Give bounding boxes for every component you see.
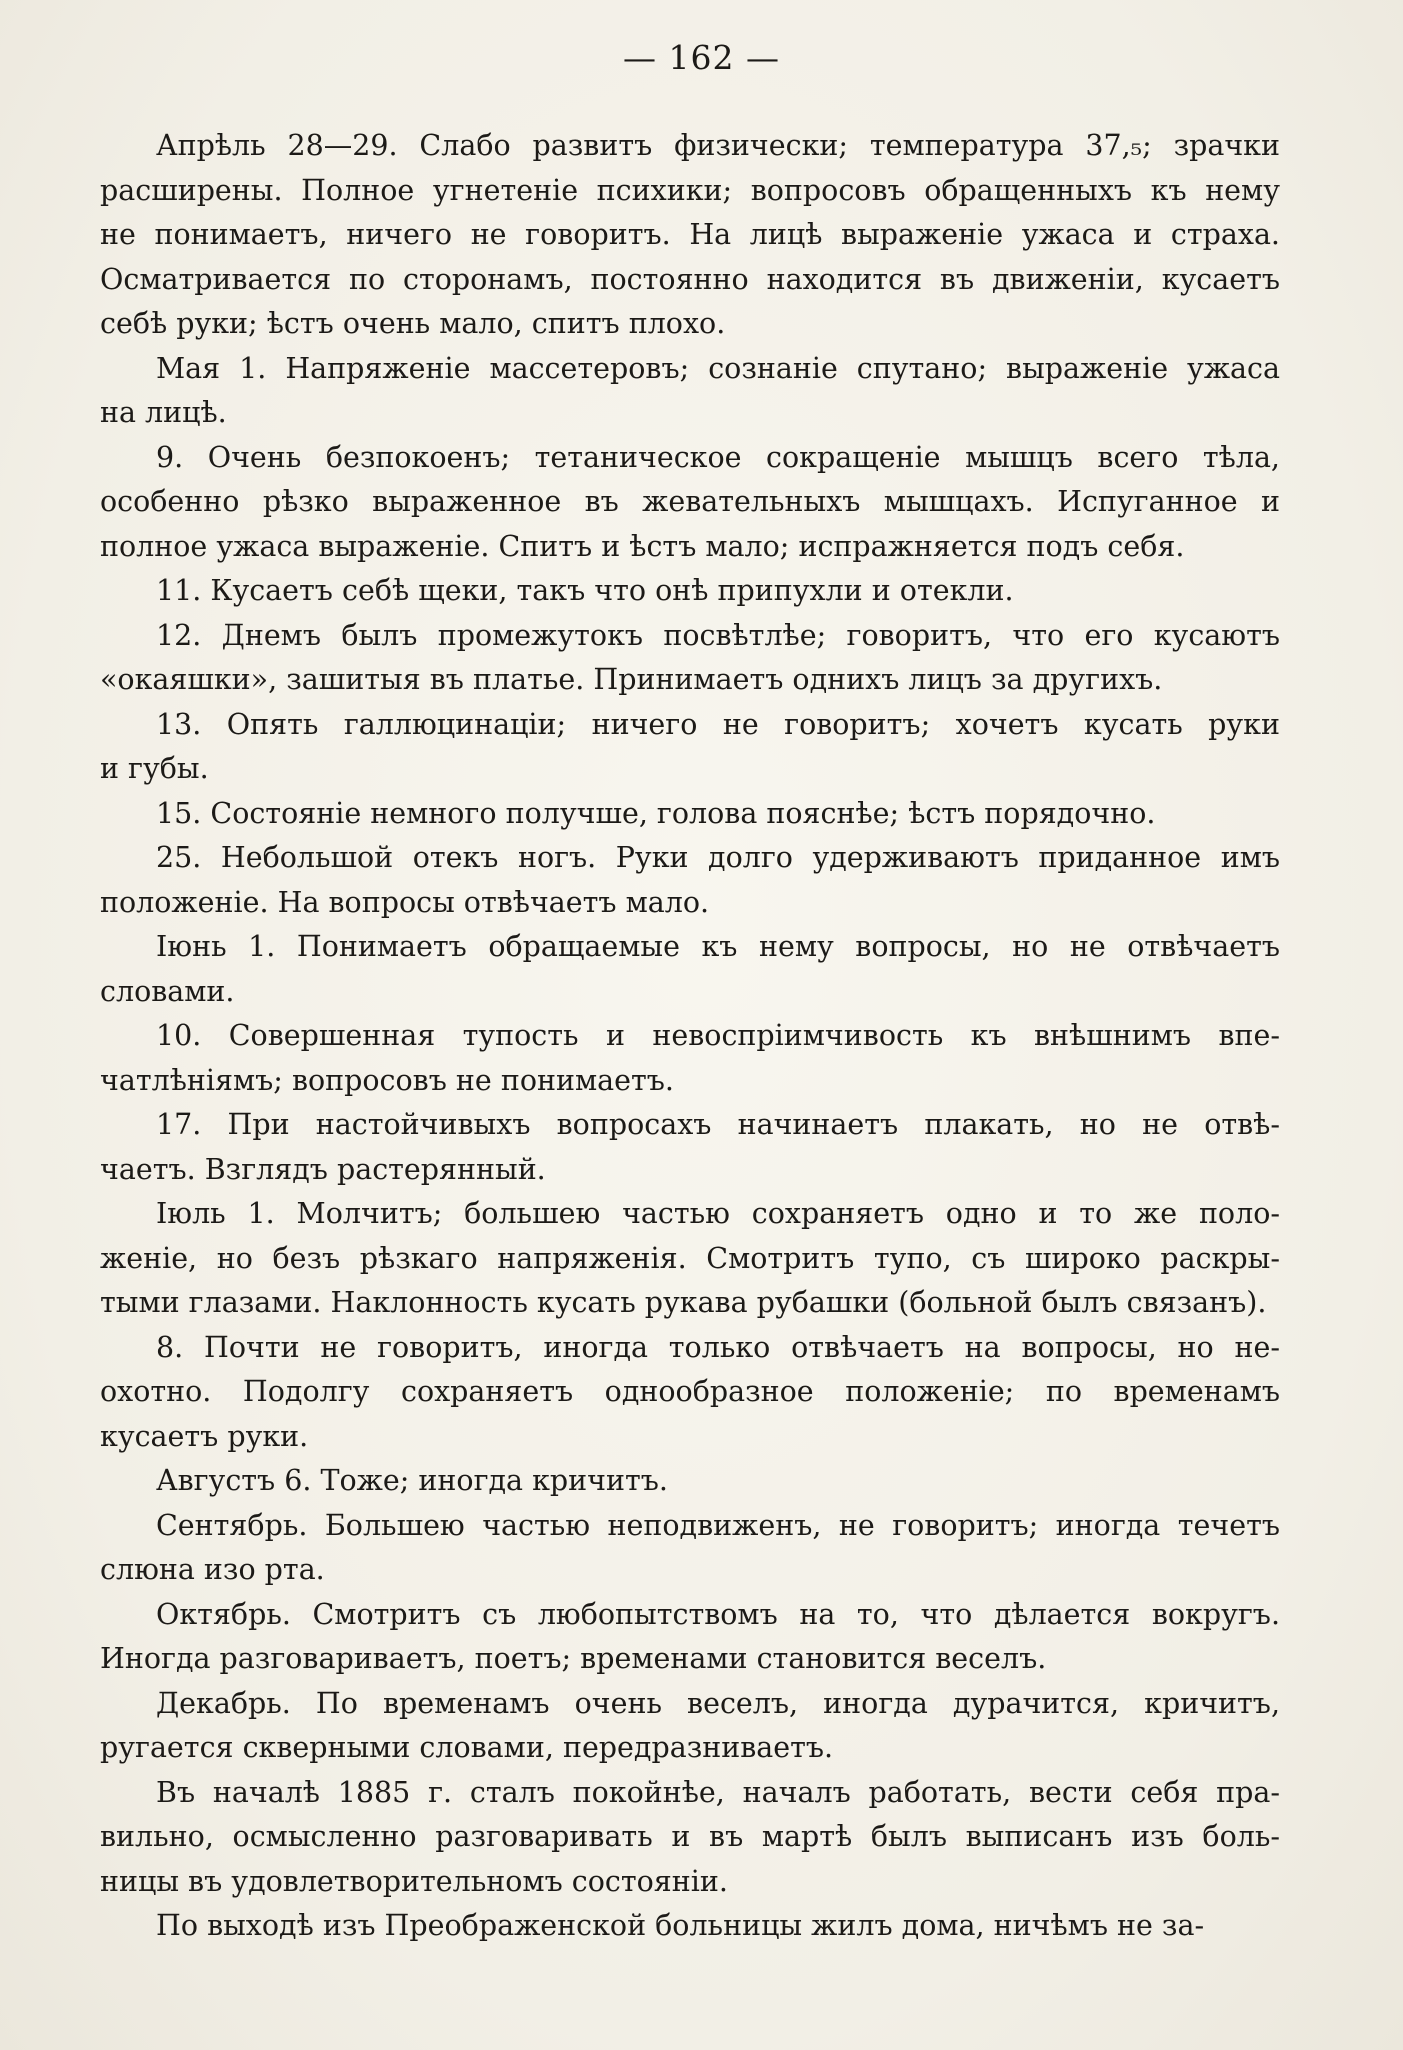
entry [100,1904,1280,1949]
text-line: «окаяшки», зашитыя въ платье. Принимаетъ однихъ лицъ за другихъ. [100,663,1163,696]
entry [100,1682,1280,1771]
entry [100,1014,1280,1103]
entry [100,703,1280,792]
entry [100,1103,1280,1192]
entry [100,1459,1280,1504]
text-line: кусаетъ руки. [100,1419,309,1453]
text-line: Декабрь. По временамъ очень веселъ, иногда дурачится, кричитъ, [156,1686,1280,1720]
text-line: ницы въ удовлетворительномъ состояніи. [100,1864,728,1898]
entry [100,792,1280,837]
text-line: Сентябрь. Большею частью неподвиженъ, не говоритъ; иногда течетъ [156,1508,1280,1542]
entry [100,436,1280,570]
text-line: Иногда разговариваетъ, поетъ; временами становится веселъ. [100,1642,1047,1675]
entry [100,569,1280,614]
text-line: Апрѣль 28—29. Слабо развитъ физически; температура 37,₅; зрачки [156,129,1280,162]
text-line: Мая 1. Напряженіе массетеровъ; сознаніе спутано; выраженіе ужаса [156,351,1280,385]
text-line: 12. Днемъ былъ промежутокъ посвѣтлѣе; говоритъ, что его кусаютъ [156,618,1280,652]
text-line: По выходѣ изъ Преображенской больницы жилъ дома, ничѣмъ не за- [156,1909,1205,1942]
text-line: расширены. Полное угнетеніе психики; вопросовъ обращенныхъ къ нему [100,173,1280,207]
text-line: слюна изо рта. [100,1553,325,1586]
entry [100,1771,1280,1905]
text-line: 25. Небольшой отекъ ногъ. Руки долго удерживаютъ приданное имъ [156,841,1280,874]
text-line: на лицѣ. [100,396,227,429]
text-line: 9. Очень безпокоенъ; тетаническое сокращеніе мышцъ всего тѣла, [156,440,1280,474]
text-line: 11. Кусаетъ себѣ щеки, такъ что онѣ припухли и отекли. [156,574,1014,607]
text-line: словами. [100,974,235,1008]
text-line: и губы. [100,752,209,785]
entry [100,836,1280,925]
text-line: 15. Состояніе немного получше, голова пояснѣе; ѣстъ порядочно. [156,796,1156,830]
text-line: 10. Совершенная тупость и невоспріимчивость къ внѣшнимъ впе- [156,1019,1280,1052]
text-line: Октябрь. Смотритъ съ любопытствомъ на то, что дѣлается вокругъ. [156,1597,1280,1631]
text-line: 17. При настойчивыхъ вопросахъ начинаетъ плакать, но не отвѣ- [156,1108,1280,1141]
text-line: Іюль 1. Молчитъ; большею частью сохраняетъ одно и то же поло- [156,1197,1280,1230]
body-text [100,124,1280,1949]
text-line: особенно рѣзко выраженное въ жевательныхъ мышцахъ. Испуганное и [100,485,1280,518]
text-line: чатлѣніямъ; вопросовъ не понимаетъ. [100,1063,674,1097]
text-line: вильно, осмысленно разговаривать и въ мартѣ былъ выписанъ изъ боль- [100,1820,1280,1853]
entry [100,347,1280,436]
text-line: Іюнь 1. Понимаетъ обращаемые къ нему вопросы, но не отвѣчаетъ [156,930,1280,963]
text-line: положеніе. На вопросы отвѣчаетъ мало. [100,885,710,919]
text-line: не понимаетъ, ничего не говоритъ. На лицѣ выраженіе ужаса и страха. [100,218,1280,251]
text-line: полное ужаса выраженіе. Спитъ и ѣстъ мало; испражняется подъ себя. [100,529,1185,563]
text-line: Осматривается по сторонамъ, постоянно находится въ движеніи, кусаетъ [100,262,1280,296]
text-line: тыми глазами. Наклонность кусать рукава рубашки (больной былъ связанъ). [100,1286,1267,1319]
entry [100,1593,1280,1682]
text-line: 13. Опять галлюцинаціи; ничего не говоритъ; хочетъ кусать руки [156,707,1280,741]
entry [100,925,1280,1014]
entry [100,1326,1280,1460]
text-line: 8. Почти не говоритъ, иногда только отвѣчаетъ на вопросы, но не- [156,1330,1280,1364]
entry [100,614,1280,703]
text-line: Въ началѣ 1885 г. сталъ покойнѣе, началъ работать, вести себя пра- [156,1775,1280,1809]
text-line: женіе, но безъ рѣзкаго напряженія. Смотритъ тупо, съ широко раскры- [100,1241,1280,1275]
entry [100,1504,1280,1593]
text-line: охотно. Подолгу сохраняетъ однообразное положеніе; по временамъ [100,1375,1280,1408]
text-line: чаетъ. Взглядъ растерянный. [100,1152,546,1186]
page-number: — 162 — [623,38,780,77]
entry [100,1192,1280,1326]
text-line: себѣ руки; ѣстъ очень мало, спитъ плохо. [100,307,726,340]
entry [100,124,1280,347]
text-line: ругается скверными словами, передразниваетъ. [100,1731,834,1764]
text-line: Августъ 6. Тоже; иногда кричитъ. [156,1464,668,1497]
